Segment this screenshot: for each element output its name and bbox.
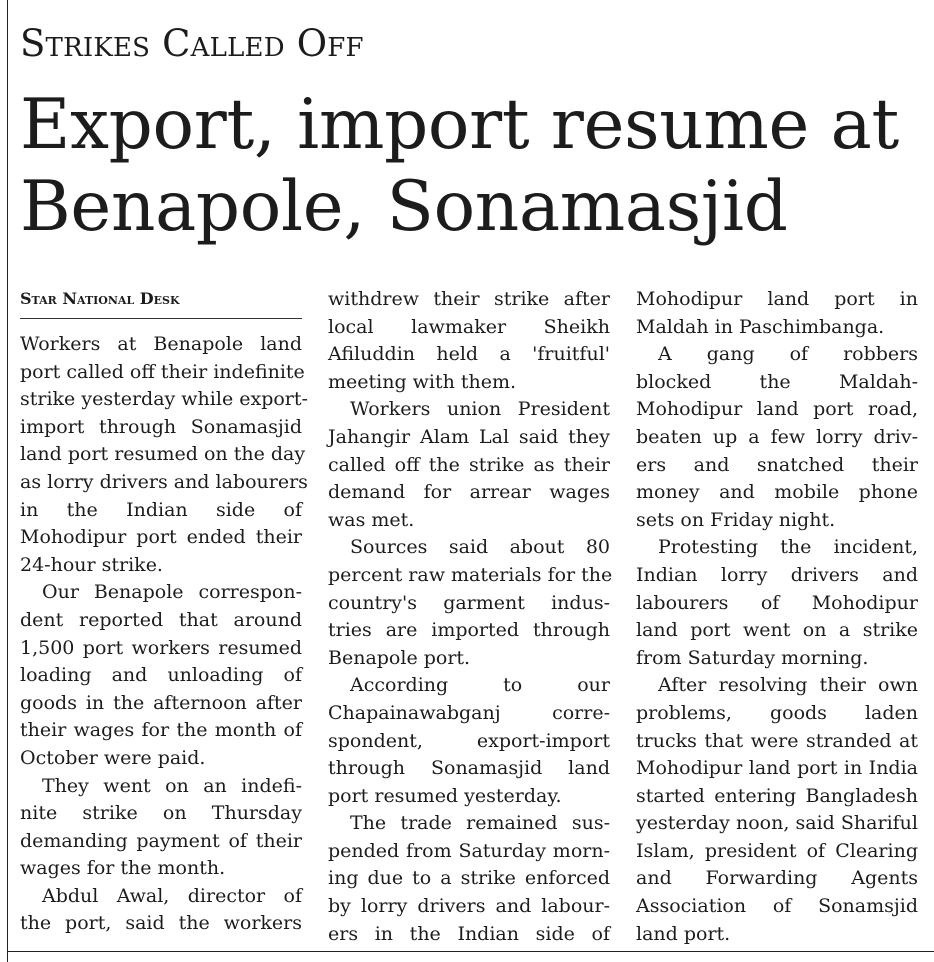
- byline: Star National Desk: [20, 286, 302, 319]
- text-line: Abdul Awal, director of: [42, 884, 302, 907]
- text-line: dent reported that around: [20, 608, 302, 631]
- text-line: started entering Bangladesh: [636, 784, 918, 807]
- text-line: strike yesterday while export-: [20, 388, 308, 411]
- text-line: the port, said the workers: [20, 912, 302, 935]
- text-line: Sources said about 80: [350, 536, 610, 559]
- text-line: spondent, export-import: [328, 729, 610, 752]
- text-line: According to our: [350, 674, 610, 697]
- text-line: in the Indian side of: [20, 498, 302, 521]
- text-line: through Sonamasjid land: [328, 757, 610, 780]
- text-line: trucks that were stranded at: [636, 729, 918, 752]
- left-column-rule: [7, 0, 8, 962]
- text-line: Association of Sonamsjid: [636, 895, 918, 918]
- kicker: Strikes Called Off: [20, 22, 364, 65]
- text-line: local lawmaker Sheikh: [328, 315, 610, 338]
- text-line: land port resumed on the day: [20, 443, 306, 466]
- text-line: Jahangir Alam Lal said they: [328, 425, 610, 448]
- text-line: Chapainawabganj corre-: [328, 701, 610, 724]
- text-line: blocked the Maldah-: [636, 370, 918, 393]
- text-line: Indian lorry drivers and: [636, 563, 918, 586]
- text-line: sets on Friday night.: [636, 508, 836, 531]
- text-line: from Saturday morning.: [636, 646, 869, 669]
- text-line: Islam, president of Clearing: [636, 839, 918, 862]
- text-line: demanding payment of their: [20, 829, 302, 852]
- text-line: country's garment indus-: [328, 591, 610, 614]
- text-line: port called off their indefinite: [20, 360, 305, 383]
- text-line: October were paid.: [20, 746, 206, 769]
- headline-line-1: Export, import resume at: [20, 85, 899, 165]
- text-line: 1,500 port workers resumed: [20, 636, 302, 659]
- text-line: demand for arrear wages: [328, 481, 610, 504]
- text-line: import through Sonamasjid: [20, 415, 302, 438]
- text-line: They went on an indefi-: [42, 774, 302, 797]
- text-line: pended from Saturday morn-: [328, 839, 610, 862]
- bottom-rule: [7, 951, 934, 952]
- text-line: land port went on a strike: [636, 619, 918, 642]
- text-line: Our Benapole correspon-: [42, 581, 302, 604]
- text-line: nite strike on Thursday: [20, 802, 302, 825]
- text-line: meeting with them.: [328, 370, 517, 393]
- text-line: called off the strike as their: [328, 453, 610, 476]
- text-line: labourers of Mohodipur: [636, 591, 918, 614]
- text-line: After resolving their own: [658, 674, 918, 697]
- text-line: Workers union President: [350, 398, 610, 421]
- headline: [20, 84, 920, 248]
- text-line: ing due to a strike enforced: [328, 867, 610, 890]
- text-line: Protesting the incident,: [658, 536, 918, 559]
- text-line: as lorry drivers and labourers: [20, 470, 308, 493]
- text-line: A gang of robbers: [658, 343, 918, 366]
- text-line: was met.: [328, 508, 415, 531]
- text-line: Workers at Benapole land: [20, 333, 302, 355]
- text-line: tries are imported through: [328, 619, 610, 642]
- text-line: Mohodipur land port road,: [636, 398, 918, 421]
- text-line: wages for the month.: [20, 857, 226, 880]
- text-line: ers and snatched their: [636, 453, 918, 476]
- text-line: 24-hour strike.: [20, 553, 163, 576]
- text-line: beaten up a few lorry driv-: [636, 425, 918, 448]
- column-3-text: [636, 286, 918, 948]
- text-line: their wages for the month of: [20, 719, 302, 742]
- text-line: yesterday noon, said Shariful: [636, 812, 918, 835]
- column-2-text: [328, 286, 613, 948]
- text-line: land port.: [636, 922, 731, 945]
- text-line: percent raw materials for the: [328, 563, 613, 586]
- text-line: Maldah in Paschimbanga.: [636, 315, 885, 338]
- text-line: goods in the afternoon after: [20, 691, 302, 714]
- article-column-2: [328, 286, 613, 948]
- text-line: withdrew their strike after: [328, 288, 610, 310]
- text-line: and Forwarding Agents: [636, 867, 918, 890]
- article-column-3: [636, 286, 918, 948]
- article-column-1: [20, 286, 308, 938]
- text-line: loading and unloading of: [20, 664, 302, 687]
- text-line: port resumed yesterday.: [328, 784, 562, 807]
- column-1-text: [20, 331, 308, 938]
- text-line: The trade remained sus-: [350, 812, 610, 835]
- headline-line-2: Benapole, Sonamasjid: [20, 167, 788, 247]
- text-line: ers in the Indian side of: [328, 922, 610, 945]
- text-line: Mohodipur land port in India: [636, 757, 918, 780]
- text-line: Afiluddin held a 'fruitful': [328, 343, 610, 366]
- text-line: money and mobile phone: [636, 481, 918, 504]
- text-line: Mohodipur port ended their: [20, 526, 302, 549]
- text-line: problems, goods laden: [636, 701, 918, 724]
- text-line: Benapole port.: [328, 646, 471, 669]
- text-line: Mohodipur land port in: [636, 288, 918, 310]
- text-line: by lorry drivers and labour-: [328, 895, 610, 918]
